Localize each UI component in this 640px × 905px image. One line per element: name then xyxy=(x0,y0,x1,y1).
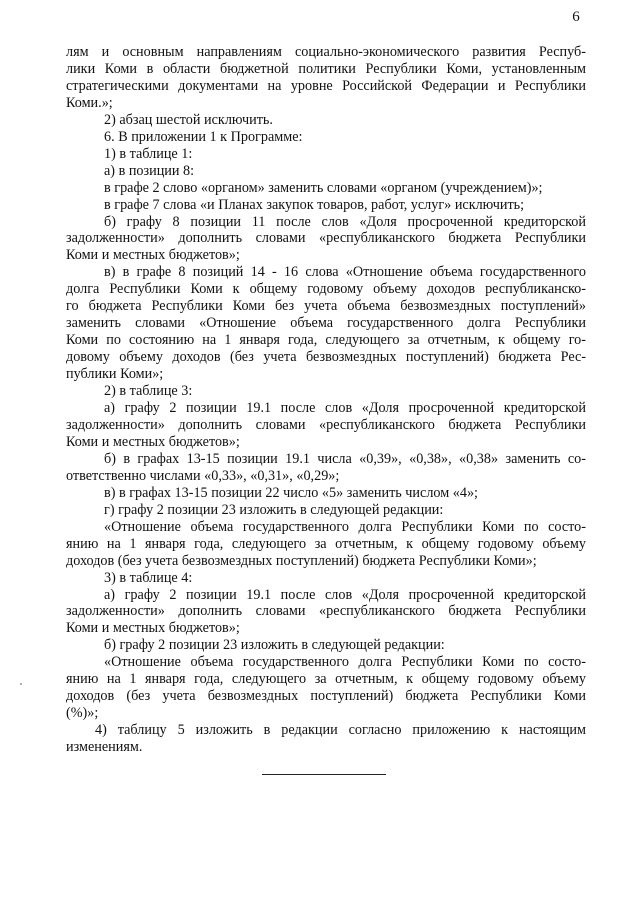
text-line: янию на 1 января года, следующего за отчетным, к общему годовому объему xyxy=(66,671,586,688)
end-divider-line xyxy=(262,774,386,775)
text-line: (%)»; xyxy=(66,705,99,722)
text-line: «Отношение объема государственного долга Республики Коми по состо- xyxy=(104,518,586,535)
text-line: в) в графах 13-15 позиции 22 число «5» заменить числом «4»; xyxy=(104,484,478,501)
text-line: Коми и местных бюджетов»; xyxy=(66,247,240,264)
text-line: 4) таблицу 5 изложить в редакции согласно приложению к настоящим xyxy=(95,722,586,739)
text-line: задолженности» дополнить словами «республиканского бюджета Республики xyxy=(66,603,586,620)
page-number: 6 xyxy=(572,9,580,25)
text-line: а) графу 2 позиции 19.1 после слов «Доля просроченной кредиторской xyxy=(104,400,586,417)
text-line: в) в графе 8 позиций 14 - 16 слова «Отношение объема государственного xyxy=(104,264,586,281)
text-line: го бюджета Республики Коми без учета объема безвозмездных поступлений» xyxy=(66,298,586,315)
text-line: задолженности» дополнить словами «республиканского бюджета Республики xyxy=(66,230,586,247)
text-line: ответственно числами «0,33», «0,31», «0,29»; xyxy=(66,467,340,484)
text-line: г) графу 2 позиции 23 изложить в следующей редакции: xyxy=(104,501,444,518)
text-line: б) в графах 13-15 позиции 19.1 числа «0,39», «0,38», «0,38» заменить со- xyxy=(104,450,586,467)
text-line: изменениям. xyxy=(66,739,143,756)
text-line: задолженности» дополнить словами «республиканского бюджета Республики xyxy=(66,416,586,433)
text-line: Коми и местных бюджетов»; xyxy=(66,620,240,637)
text-line: 3) в таблице 4: xyxy=(104,569,193,586)
document-body xyxy=(66,44,586,756)
text-line: Коми.»; xyxy=(66,94,113,111)
text-line: публики Коми»; xyxy=(66,366,164,383)
text-line: б) графу 8 позиции 11 после слов «Доля просроченной кредиторской xyxy=(104,213,586,230)
text-line: б) графу 2 позиции 23 изложить в следующей редакции: xyxy=(104,637,445,654)
text-line: «Отношение объема государственного долга Республики Коми по состо- xyxy=(104,654,586,671)
text-line: в графе 2 слово «органом» заменить словами «органом (учреждением)»; xyxy=(104,179,543,196)
text-line: лям и основным направлениям социально-экономического развития Респуб- xyxy=(66,44,586,60)
text-line: 6. В приложении 1 к Программе: xyxy=(104,128,303,145)
text-line: долга Республики Коми к общему годовому объему доходов республиканско- xyxy=(66,281,586,298)
text-line: Коми по состоянию на 1 января года, следующего за отчетным, к общему го- xyxy=(66,332,586,349)
text-line: стратегическими документами на уровне Российской Федерации и Республики xyxy=(66,77,586,94)
text-line: 1) в таблице 1: xyxy=(104,145,193,162)
text-line: доходов (без учета безвозмездных поступлений) бюджета Республики Коми xyxy=(66,688,586,705)
text-line: 2) абзац шестой исключить. xyxy=(104,111,273,128)
text-line: доходов (без учета безвозмездных поступлений) бюджета Республики Коми»; xyxy=(66,552,537,569)
text-line: довому объему доходов (без учета безвозмездных поступлений) бюджета Рес- xyxy=(66,349,586,366)
text-line: а) в позиции 8: xyxy=(104,162,195,179)
scan-artifact-dot xyxy=(20,683,22,685)
text-line: Коми и местных бюджетов»; xyxy=(66,433,240,450)
text-line: 2) в таблице 3: xyxy=(104,383,193,400)
text-line: а) графу 2 позиции 19.1 после слов «Доля просроченной кредиторской xyxy=(104,586,586,603)
text-line: янию на 1 января года, следующего за отчетным, к общему годовому объему xyxy=(66,535,586,552)
text-line: в графе 7 слова «и Планах закупок товаров, работ, услуг» исключить; xyxy=(104,196,525,213)
text-line: лики Коми в области бюджетной политики Республики Коми, установленным xyxy=(66,60,586,77)
text-line: заменить словами «Отношение объема государственного долга Республики xyxy=(66,315,586,332)
